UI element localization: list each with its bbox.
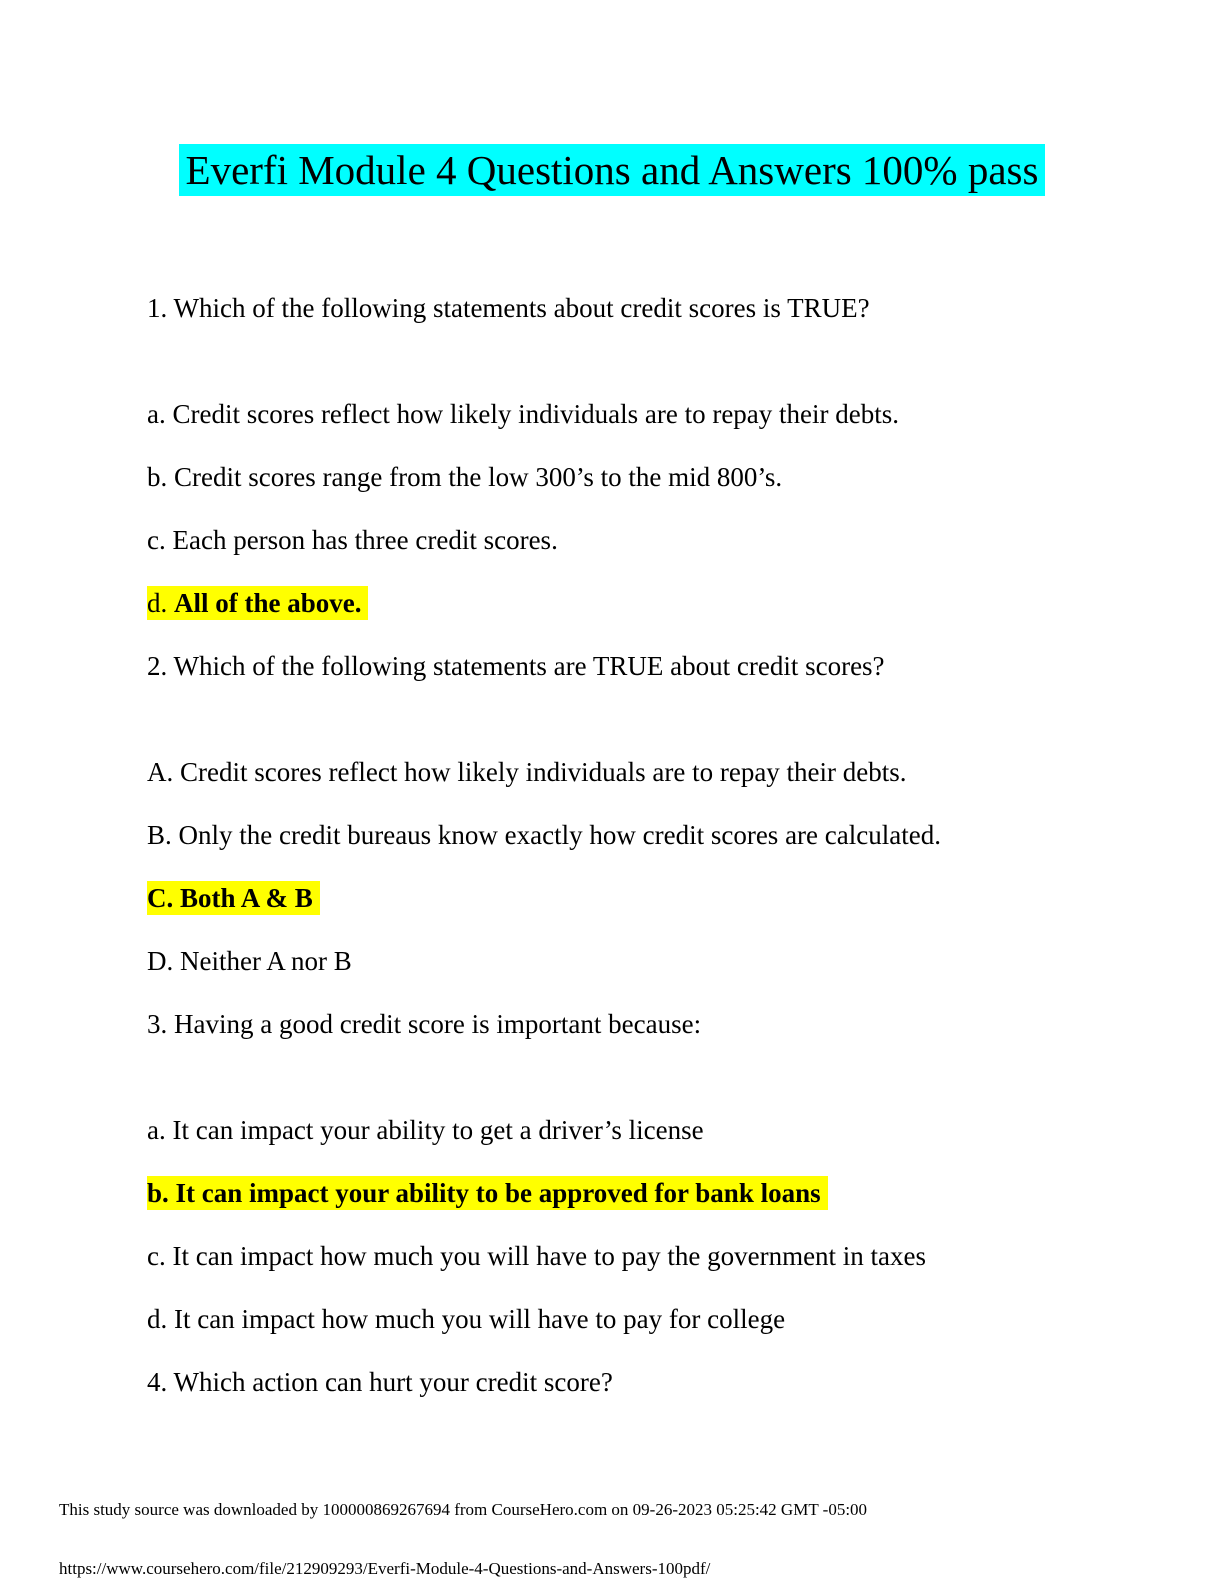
answer-text: Credit scores reflect how likely individuals are to repay their debts.: [180, 757, 907, 787]
blank-line: [147, 1056, 1144, 1099]
answer-label: d.: [147, 588, 168, 618]
answer-highlight: [147, 1241, 926, 1271]
answer-text: Credit scores reflect how likely individuals are to repay their debts.: [172, 399, 900, 429]
answer-text: It can impact your ability to be approved for bank loans: [175, 1178, 821, 1208]
answer-label: b.: [147, 1178, 169, 1208]
answer-option: [147, 1099, 1144, 1162]
answer-highlight: [147, 1176, 828, 1210]
answer-option: [147, 572, 1144, 635]
answer-text: Both A & B: [180, 883, 313, 913]
answer-text: Each person has three credit scores.: [172, 525, 558, 555]
question-text: 2. Which of the following statements are TRUE about credit scores?: [147, 651, 885, 681]
blank-line: [147, 340, 1144, 383]
answer-text: All of the above.: [174, 588, 362, 618]
answer-highlight: [147, 1115, 704, 1145]
answer-text: It can impact your ability to get a driver’s license: [172, 1115, 704, 1145]
answer-option: [147, 741, 1144, 804]
answer-highlight: [147, 881, 320, 915]
question-text: 3. Having a good credit score is important because:: [147, 1009, 702, 1039]
answer-text: Neither A nor B: [180, 946, 352, 976]
answer-highlight: [147, 757, 907, 787]
answer-text: Credit scores range from the low 300’s to the mid 800’s.: [174, 462, 783, 492]
answer-highlight: [147, 1304, 785, 1334]
source-url: https://www.coursehero.com/file/212909293/Everfi-Module-4-Questions-and-Answers-100pdf/: [59, 1559, 711, 1578]
answer-option: [147, 1162, 1144, 1225]
page-title: Everfi Module 4 Questions and Answers 100% pass: [179, 144, 1046, 196]
answer-highlight: [147, 820, 941, 850]
answer-option: [147, 446, 1144, 509]
question-text: 1. Which of the following statements about credit scores is TRUE?: [147, 293, 870, 323]
answer-label: D.: [147, 946, 174, 976]
answer-text: It can impact how much you will have to pay for college: [174, 1304, 786, 1334]
answer-label: a.: [147, 1115, 166, 1145]
answer-highlight: [147, 946, 352, 976]
answer-option: [147, 804, 1144, 867]
answer-text: Only the credit bureaus know exactly how credit scores are calculated.: [178, 820, 941, 850]
download-attribution: This study source was downloaded by 100000869267694 from CourseHero.com on 09-26-2023 05:25:42 GMT -05:00: [59, 1500, 868, 1519]
answer-label: c.: [147, 525, 166, 555]
answer-label: B.: [147, 820, 172, 850]
answer-option: [147, 383, 1144, 446]
answer-label: a.: [147, 399, 166, 429]
answer-label: c.: [147, 1241, 166, 1271]
answer-highlight: [147, 525, 558, 555]
answer-option: [147, 1288, 1144, 1351]
answer-option: [147, 867, 1144, 930]
answer-highlight: [147, 462, 782, 492]
title-row: [0, 0, 1224, 207]
answer-label: A.: [147, 757, 174, 787]
answer-label: C.: [147, 883, 174, 913]
qa-section: [147, 277, 1144, 1414]
answer-option: [147, 1225, 1144, 1288]
answer-highlight: [147, 399, 899, 429]
question-text: 4. Which action can hurt your credit score?: [147, 1367, 613, 1397]
answer-option: [147, 930, 1144, 993]
answer-label: d.: [147, 1304, 168, 1334]
answer-text: It can impact how much you will have to pay the government in taxes: [172, 1241, 927, 1271]
answer-label: b.: [147, 462, 168, 492]
answer-option: [147, 509, 1144, 572]
answer-highlight: [147, 586, 368, 620]
blank-line: [147, 698, 1144, 741]
